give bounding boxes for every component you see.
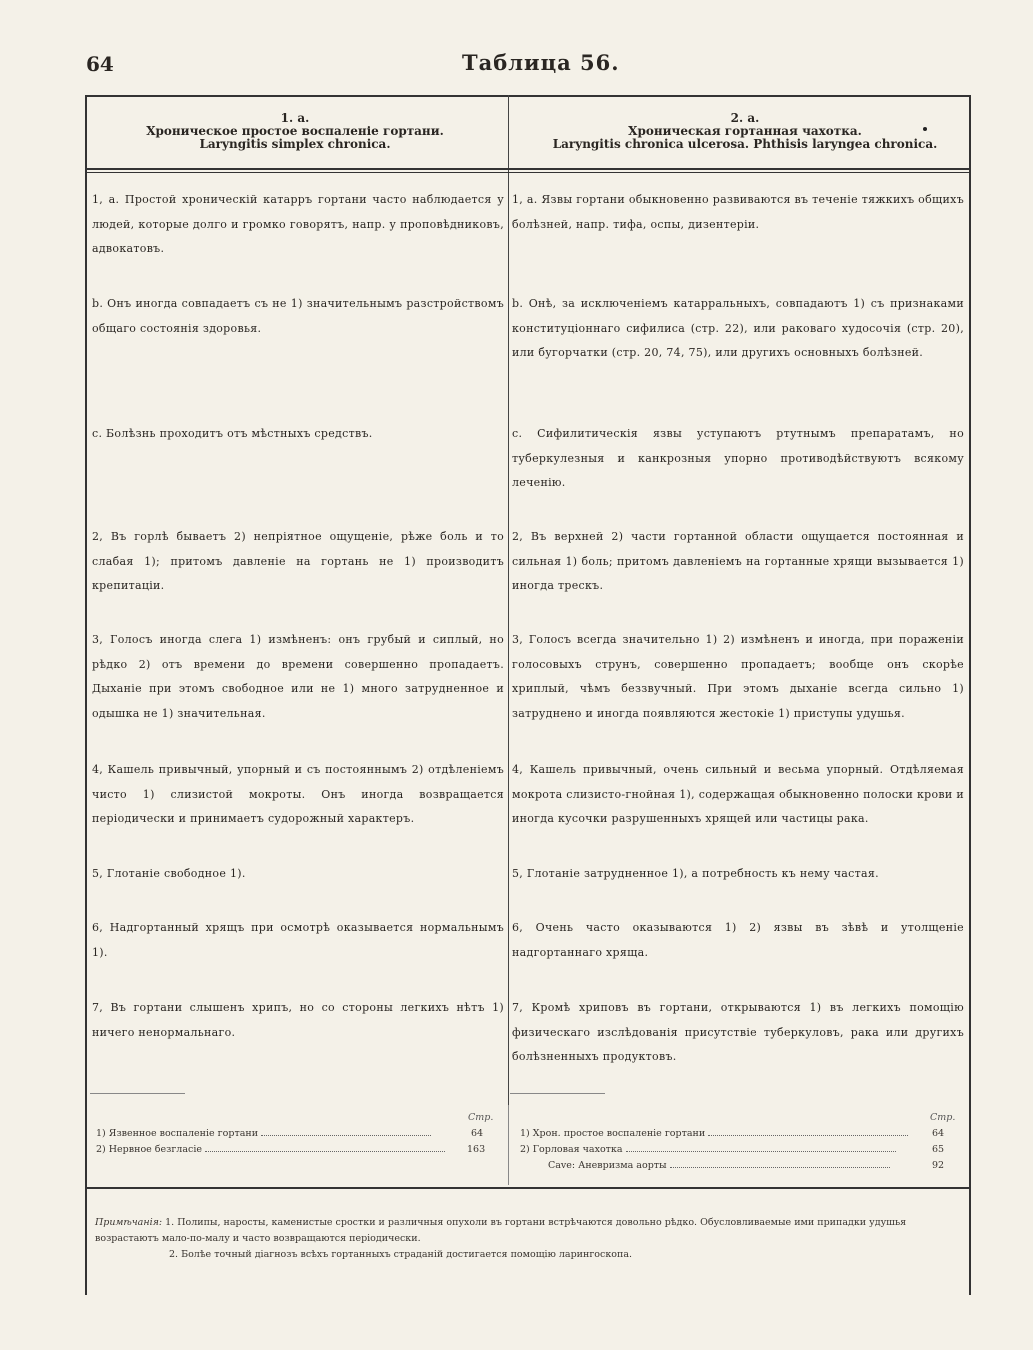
row-2-right: 2, Въ верхней 2) части гортанной области ощущается постоянная и сильная 1) боль; притомъ давленіемъ на гортанные хрящи вызывается 1) иногда трескъ. bbox=[512, 530, 964, 592]
notes-block bbox=[95, 1215, 965, 1263]
row-5-left: 5, Глотаніе свободное 1). bbox=[92, 867, 246, 880]
table-bottom-rule bbox=[85, 1187, 971, 1189]
row-3-right: 3, Голосъ всегда значительно 1) 2) измѣненъ и иногда, при пораженіи голосовыхъ струнъ, совершенно пропадаетъ; вообще онъ скорѣе хриплый, чѣмъ беззвучный. При этомъ дыханіе всегда сильно 1) затруднено и иногда появляются жестокіе 1) приступы удушья. bbox=[512, 633, 964, 720]
footnote-page: 163 bbox=[467, 1144, 486, 1155]
notes-label: Примѣчанія: bbox=[95, 1217, 163, 1228]
footnote-page: 64 bbox=[932, 1128, 945, 1139]
footnote-left-2 bbox=[96, 1142, 496, 1158]
row-4-right: 4, Кашель привычный, очень сильный и весьма упорный. Отдѣляемая мокрота слизисто-гнойная 1), содержащая обыкновенно полоски крови и иногда кусочки разрушенныхъ хрящей или частицы рака. bbox=[512, 763, 964, 825]
footnote-page-label-right: Стр. bbox=[930, 1112, 956, 1123]
footnote-rule-left bbox=[90, 1093, 185, 1094]
column-title: Хроническая гортанная чахотка. bbox=[628, 124, 862, 138]
footnote-right-3 bbox=[548, 1158, 960, 1174]
footnote-text: 1) Хрон. простое воспаленіе гортани bbox=[520, 1128, 706, 1139]
column-number: 2. a. bbox=[730, 111, 760, 125]
column-number: 1. a. bbox=[280, 111, 310, 125]
column-header-right bbox=[520, 112, 970, 151]
footnote-page: 92 bbox=[932, 1160, 945, 1171]
footnote-page: 64 bbox=[471, 1128, 484, 1139]
column-title: Хроническое простое воспаленіе гортани. bbox=[146, 124, 444, 138]
footnote-page: 65 bbox=[932, 1144, 945, 1155]
footnote-right-1 bbox=[520, 1126, 960, 1142]
footnote-text: 2) Горловая чахотка bbox=[520, 1144, 623, 1155]
row-4-left: 4, Кашель привычный, упорный и съ постояннымъ 2) отдѣленіемъ чисто 1) слизистой мокроты. Онъ иногда возвращается періодически и принимаетъ судорожный характеръ. bbox=[92, 763, 504, 825]
row-2-left: 2, Въ горлѣ бываетъ 2) непріятное ощущеніе, рѣже боль и то слабая 1); притомъ давленіе на гортань не 1) производитъ крепитаціи. bbox=[92, 530, 504, 592]
row-1a-right: 1, a. Язвы гортани обыкновенно развиваются въ теченіе тяжкихъ общихъ болѣзней, напр. тифа, оспы, дизентеріи. bbox=[512, 193, 964, 231]
footnote-page-label-left: Стр. bbox=[468, 1112, 494, 1123]
row-7-right: 7, Кромѣ хриповъ въ гортани, открываются 1) въ легкихъ помощію физическаго изслѣдованія присутствіе туберкуловъ, рака или другихъ болѣзненныхъ продуктовъ. bbox=[512, 1001, 964, 1063]
row-1c-left: c. Болѣзнь проходитъ отъ мѣстныхъ средствъ. bbox=[92, 427, 373, 440]
row-3-left: 3, Голосъ иногда слега 1) измѣненъ: онъ грубый и сиплый, но рѣдко 2) отъ времени до времени совершенно пропадаетъ. Дыханіе при этомъ свободное или не 1) много затрудненное и одышка не 1) значительная. bbox=[92, 633, 504, 720]
row-6-left: 6, Надгортанный хрящъ при осмотрѣ оказывается нормальнымъ 1). bbox=[92, 921, 504, 959]
column-divider bbox=[508, 95, 509, 1105]
footnote-leader bbox=[626, 1151, 896, 1152]
row-5-right: 5, Глотаніе затрудненное 1), а потребность къ нему частая. bbox=[512, 867, 879, 880]
footnote-leader bbox=[670, 1167, 890, 1168]
row-1b-left: b. Онъ иногда совпадаетъ съ не 1) значительнымъ разстройствомъ общаго состоянія здоровья. bbox=[92, 297, 504, 335]
footnote-leader bbox=[708, 1135, 908, 1136]
row-1a-left: 1, a. Простой хроническій катарръ гортани часто наблюдается у людей, которые долго и громко говорятъ, напр. у проповѣдниковъ, адвокатовъ. bbox=[92, 193, 504, 255]
page-number: 64 bbox=[86, 52, 114, 76]
row-6-right: 6, Очень часто оказываются 1) 2) язвы въ зѣвѣ и утолщеніе надгортаннаго хряща. bbox=[512, 921, 964, 959]
row-1b-right: b. Онѣ, за исключеніемъ катарральныхъ, совпадаютъ 1) съ признаками конституціоннаго сифилиса (стр. 22), или раковаго худосочія (стр. 20), или бугорчатки (стр. 20, 74, 75), или другихъ основныхъ болѣзней. bbox=[512, 297, 964, 359]
column-header-left bbox=[120, 112, 470, 151]
note-1 bbox=[95, 1215, 965, 1247]
footnote-right-2 bbox=[520, 1142, 960, 1158]
footnote-text: 1) Язвенное воспаленіе гортани bbox=[96, 1128, 259, 1139]
note-2 bbox=[95, 1247, 965, 1263]
page-title: Таблица 56. bbox=[462, 50, 620, 75]
column-divider-lower bbox=[508, 1105, 509, 1185]
footnote-rule-right bbox=[510, 1093, 605, 1094]
footnote-text: 2) Нервное безгласіе bbox=[96, 1144, 202, 1155]
column-latin-title: Laryngitis simplex chronica. bbox=[199, 137, 391, 151]
row-7-left: 7, Въ гортани слышенъ хрипъ, но со стороны легкихъ нѣтъ 1) ничего ненормальнаго. bbox=[92, 1001, 504, 1039]
header-rule bbox=[85, 168, 971, 170]
header-rule-thin bbox=[85, 172, 971, 173]
note-text: 2. Болѣе точный діагнозъ всѣхъ гортанныхъ страданій достигается помощію ларингоскопа. bbox=[169, 1249, 633, 1260]
column-latin-title: Laryngitis chronica ulcerosa. Phthisis laryngea chronica. bbox=[552, 137, 938, 151]
footnote-leader bbox=[261, 1135, 431, 1136]
row-1c-right: c. Сифилитическія язвы уступаютъ ртутнымъ препаратамъ, но туберкулезныя и канкрозныя упорно противодѣйствуютъ всякому леченію. bbox=[512, 427, 964, 489]
footnote-text: Cave: Аневризма аорты bbox=[548, 1160, 667, 1171]
footnote-leader bbox=[205, 1151, 445, 1152]
note-text: 1. Полипы, наросты, каменистые сростки и различныя опухоли въ гортани встрѣчаются довольно рѣдко. Обусловливаемые ими припадки удушья возрастаютъ мало-по-малу и часто возвращаются періодически. bbox=[95, 1217, 907, 1244]
footnote-left-1 bbox=[96, 1126, 496, 1142]
